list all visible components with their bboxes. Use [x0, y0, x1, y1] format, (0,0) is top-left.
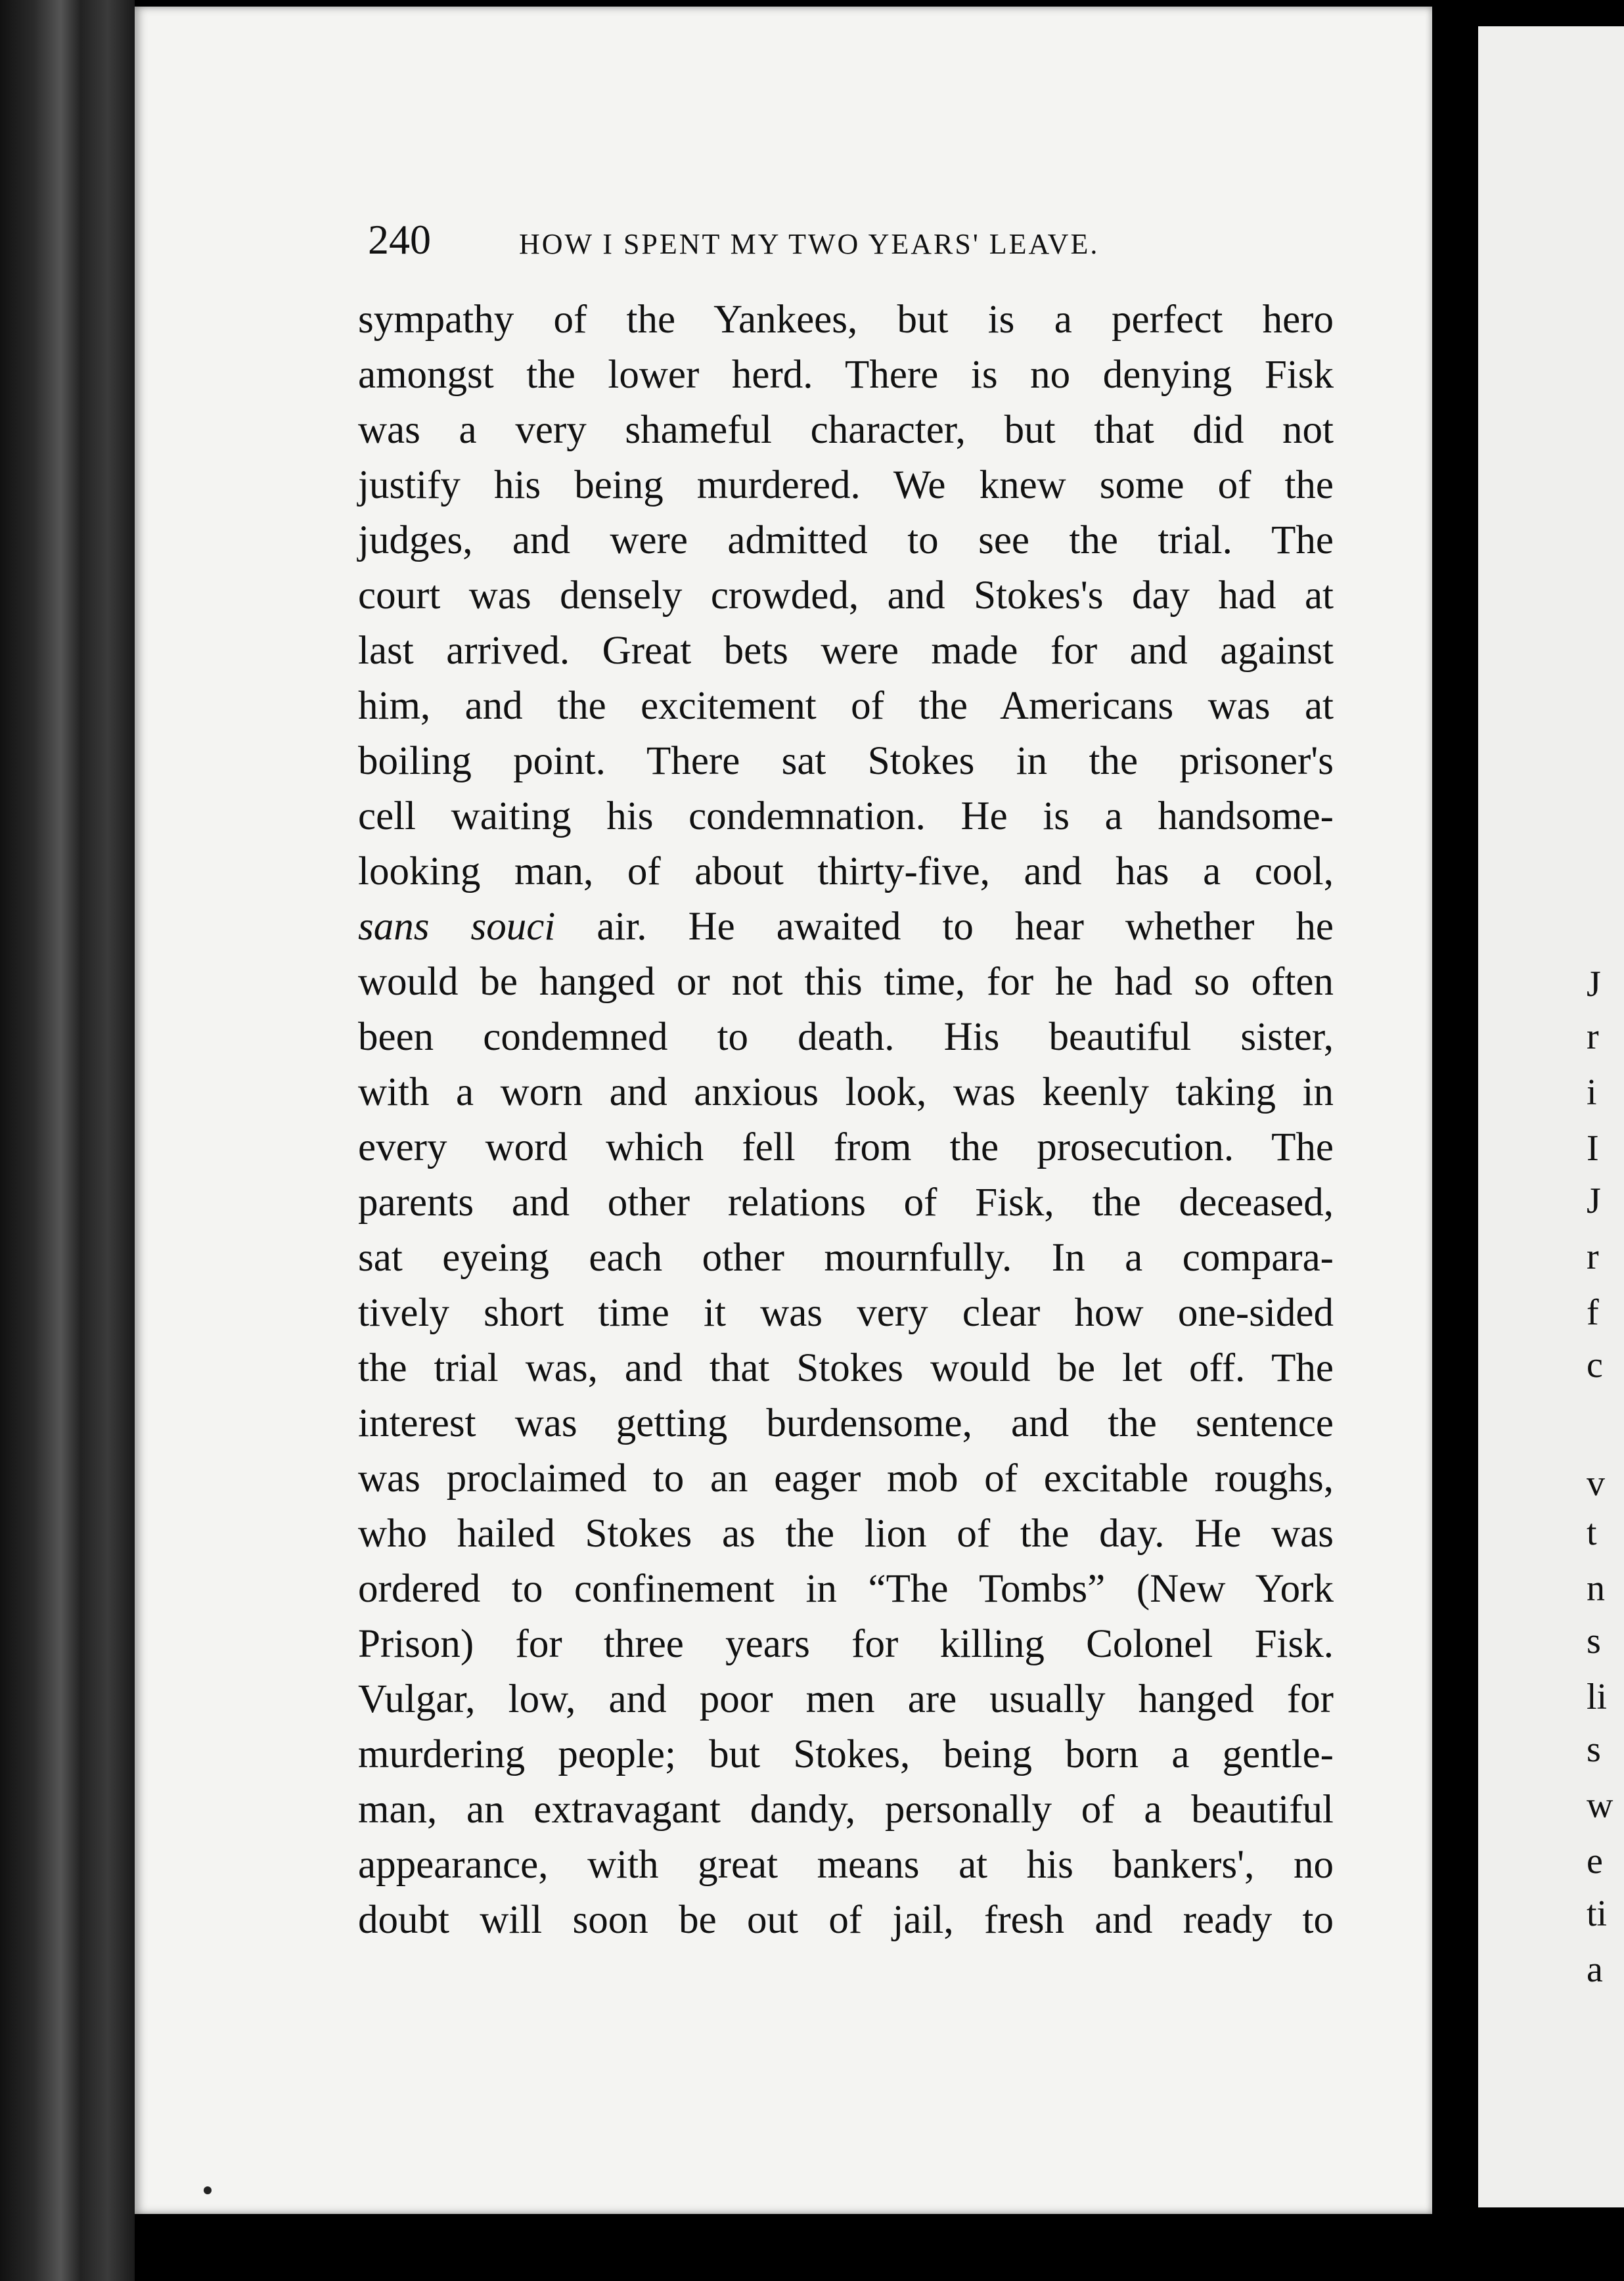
- page-header: [368, 215, 1340, 268]
- text-line: amongst the lower herd. There is no denying Fisk: [358, 353, 1334, 397]
- text-line: tively short time it was very clear how one-sided: [358, 1291, 1334, 1335]
- adjacent-page-fragment: t: [1587, 1512, 1597, 1553]
- text-line: sat eyeing each other mournfully. In a compara-: [358, 1236, 1334, 1280]
- text-line: court was densely crowded, and Stokes's day had at: [358, 574, 1334, 618]
- text-line-rest: air. He awaited to hear whether he: [597, 905, 1334, 949]
- adjacent-page-fragment: e: [1587, 1841, 1603, 1882]
- adjacent-page-fragment: r: [1587, 1236, 1599, 1277]
- text-line: interest was getting burdensome, and the sentence: [358, 1401, 1334, 1445]
- text-line: man, an extravagant dandy, personally of a beautiful: [358, 1788, 1334, 1832]
- text-line: justify his being murdered. We knew some of the: [358, 463, 1334, 507]
- text-line: with a worn and anxious look, was keenly taking in: [358, 1070, 1334, 1114]
- adjacent-page-edge: [1478, 26, 1624, 2207]
- adjacent-page-fragment: li: [1587, 1677, 1608, 1717]
- text-line: Vulgar, low, and poor men are usually hanged for: [358, 1677, 1334, 1721]
- text-line: boiling point. There sat Stokes in the prisoner's: [358, 739, 1334, 783]
- running-title: HOW I SPENT MY TWO YEARS' LEAVE.: [519, 228, 1100, 260]
- text-line: him, and the excitement of the Americans was at: [358, 684, 1334, 728]
- adjacent-page-fragment: s: [1587, 1729, 1601, 1770]
- adjacent-page-fragment: ti: [1587, 1893, 1608, 1934]
- ink-speck: [204, 2186, 212, 2194]
- adjacent-page-fragment: J: [1587, 1181, 1601, 1221]
- text-line: parents and other relations of Fisk, the deceased,: [358, 1181, 1334, 1225]
- text-line: last arrived. Great bets were made for and against: [358, 629, 1334, 673]
- adjacent-page-fragment: a: [1587, 1949, 1603, 1990]
- text-line: looking man, of about thirty-five, and has a cool,: [358, 849, 1334, 893]
- page-number: 240: [368, 216, 431, 263]
- text-line: every word which fell from the prosecution. The: [358, 1125, 1334, 1169]
- adjacent-page-fragment: s: [1587, 1621, 1601, 1661]
- adjacent-page-fragment: I: [1587, 1128, 1599, 1169]
- page-gutter: [1432, 0, 1478, 2281]
- text-line: ordered to confinement in “The Tombs” (New York: [358, 1567, 1334, 1611]
- text-line: judges, and were admitted to see the trial. The: [358, 518, 1334, 562]
- text-line: Prison) for three years for killing Colonel Fisk.: [358, 1622, 1334, 1666]
- adjacent-page-fragment: n: [1587, 1568, 1605, 1609]
- adjacent-page-fragment: v: [1587, 1463, 1605, 1504]
- adjacent-page-fragment: i: [1587, 1072, 1597, 1113]
- body-text: [358, 292, 1334, 1948]
- adjacent-page-fragment: J: [1587, 964, 1601, 1005]
- text-line: cell waiting his condemnation. He is a handsome-: [358, 794, 1334, 838]
- book-binding: [0, 0, 135, 2281]
- text-line: would be hanged or not this time, for he had so often: [358, 960, 1334, 1004]
- text-line: the trial was, and that Stokes would be let off. The: [358, 1346, 1334, 1390]
- text-line: was proclaimed to an eager mob of excitable roughs,: [358, 1457, 1334, 1501]
- adjacent-page-fragment: f: [1587, 1292, 1599, 1333]
- text-line: murdering people; but Stokes, being born a gentle-: [358, 1732, 1334, 1776]
- text-line: who hailed Stokes as the lion of the day. He was: [358, 1512, 1334, 1556]
- text-line-italic-start: [358, 899, 1334, 955]
- adjacent-page-fragment: r: [1587, 1016, 1599, 1057]
- text-line: been condemned to death. His beautiful sister,: [358, 1015, 1334, 1059]
- text-line: appearance, with great means at his bankers', no: [358, 1843, 1334, 1887]
- adjacent-page-fragment: c: [1587, 1345, 1603, 1386]
- italic-phrase: sans souci: [358, 905, 556, 949]
- text-line: sympathy of the Yankees, but is a perfect hero: [358, 298, 1334, 342]
- adjacent-page-fragment: w: [1587, 1785, 1613, 1826]
- text-line: doubt will soon be out of jail, fresh and ready to: [358, 1898, 1334, 1942]
- text-line: was a very shameful character, but that did not: [358, 408, 1334, 452]
